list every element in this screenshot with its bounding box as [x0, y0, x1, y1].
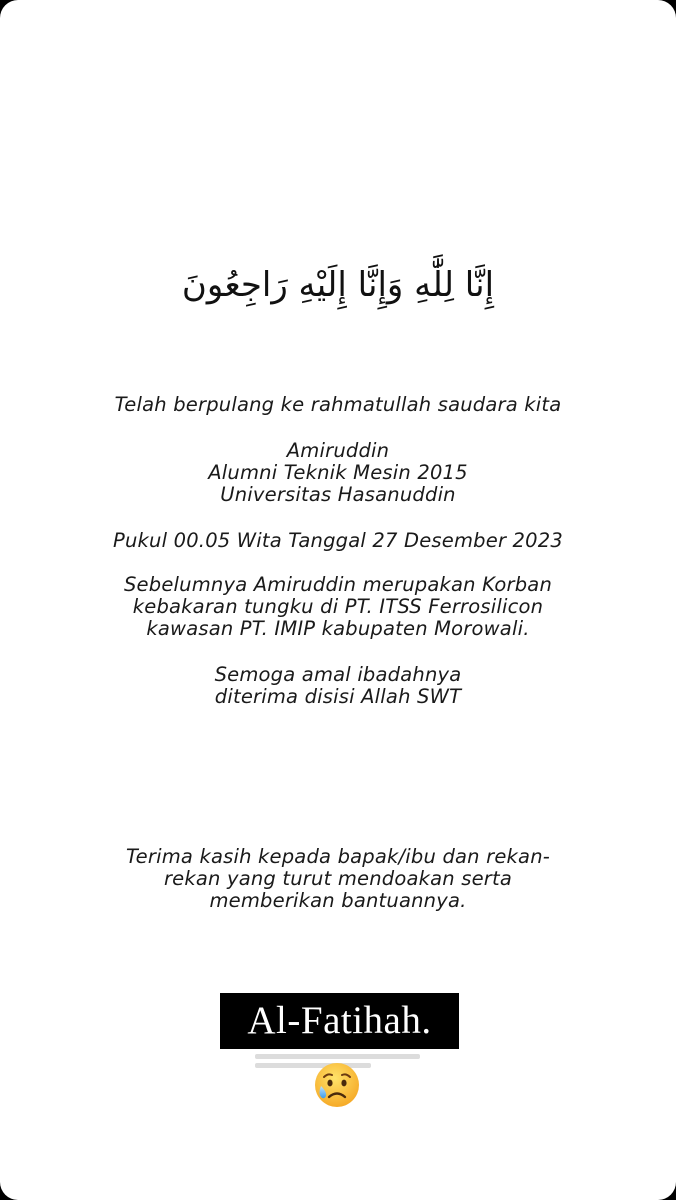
prayer-line: Semoga amal ibadahnya — [214, 663, 462, 686]
time-line: Pukul 00.05 Wita Tanggal 27 Desember 2023 — [113, 529, 563, 552]
time-of-death — [40, 530, 636, 552]
thanks-paragraph — [40, 846, 636, 912]
arabic-verse: إِنَّا لِلَّٰهِ وَإِنَّا إِلَيْهِ رَاجِعُونَ — [181, 265, 495, 305]
mention-line — [255, 1054, 420, 1059]
deceased-info — [40, 440, 636, 506]
university-line: Universitas Hasanuddin — [220, 483, 456, 506]
alumni-line: Alumni Teknik Mesin 2015 — [208, 461, 468, 484]
cause-line: kawasan PT. IMIP kabupaten Morowali. — [146, 617, 530, 640]
fatihah-sticker[interactable]: Al-Fatihah. — [220, 993, 459, 1049]
deceased-name: Amiruddin — [286, 439, 390, 462]
intro-text — [40, 394, 636, 416]
cause-line: Sebelumnya Amiruddin merupakan Korban — [123, 573, 553, 596]
intro-line: Telah berpulang ke rahmatullah saudara kita — [114, 393, 562, 416]
prayer-line: diterima disisi Allah SWT — [214, 685, 462, 708]
thanks-line: rekan yang turut mendoakan serta — [163, 867, 513, 890]
sad-but-relieved-face-icon — [312, 1060, 362, 1110]
cause-paragraph — [40, 574, 636, 640]
cause-line: kebakaran tungku di PT. ITSS Ferrosilicon — [132, 595, 544, 618]
prayer-paragraph — [40, 664, 636, 708]
sad-face-emoji-graphic — [312, 1060, 362, 1110]
thanks-line: Terima kasih kepada bapak/ibu dan rekan- — [125, 845, 550, 868]
thanks-line: memberikan bantuannya. — [209, 889, 467, 912]
